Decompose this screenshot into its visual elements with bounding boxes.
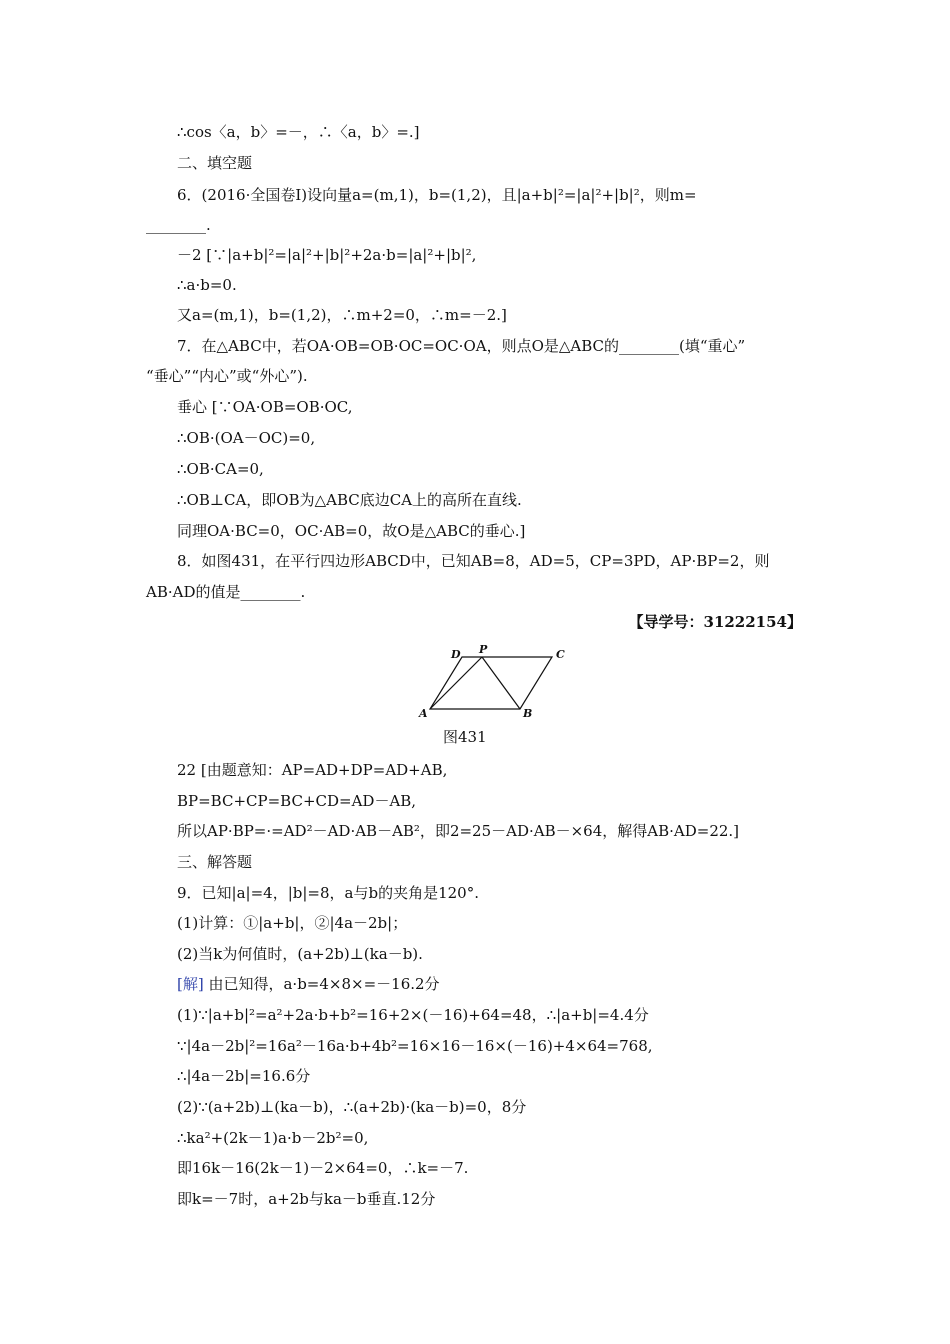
solution-label: [解] (177, 975, 204, 993)
text-line: ∴a·b=0. (177, 276, 237, 294)
solution-line (177, 974, 440, 994)
text-line: BP=BC+CP=BC+CD=AD－AB, (177, 792, 417, 810)
text-line: ∴OB·(OA－OC)=0, (177, 429, 316, 447)
label-d: D (451, 648, 461, 661)
study-number: 【导学号：31222154】 (628, 613, 802, 631)
answer-7: 垂心 [∵OA·OB=OB·OC, (177, 398, 353, 416)
text-line: ∴OB·CA=0, (177, 460, 264, 478)
text-line: (1)计算：①|a+b|，②|4a－2b|； (177, 914, 408, 932)
solution-text: 由已知得，a·b=4×8×=－16.2分 (203, 975, 440, 993)
text-line: (1)∵|a+b|²=a²+2a·b+b²=16+2×(－16)+64=48，∴|a+b|=4.4分 (177, 1006, 649, 1024)
answer-6: －2 [∵|a+b|²=|a|²+|b|²+2a·b=|a|²+|b|², (177, 246, 477, 264)
text-line: “垂心”“内心”或“外心”). (146, 367, 308, 385)
question-6: 6．(2016·全国卷Ⅰ)设向量a=(m,1)，b=(1,2)，且|a+b|²=|a|²+|b|²，则m= (177, 186, 697, 204)
segment-bp (482, 657, 520, 709)
answer-8: 22 [由题意知：AP=AD+DP=AD+AB, (177, 761, 448, 779)
text-line: 又a=(m,1)，b=(1,2)，∴m+2=0，∴m=－2.] (177, 306, 507, 324)
parallelogram-abcd (430, 657, 552, 709)
question-7: 7．在△ABC中，若OA·OB=OB·OC=OC·OA，则点O是△ABC的________(填“重心” (177, 337, 746, 355)
label-p: P (479, 643, 488, 656)
figure-caption: 图431 (443, 728, 487, 746)
section-heading: 三、解答题 (177, 853, 253, 871)
text-line: 所以AP·BP=·=AD²－AD·AB－AB²，即2=25－AD·AB－×64，解得AB·AD=22.] (177, 822, 740, 840)
text-line: 同理OA·BC=0，OC·AB=0，故O是△ABC的垂心.] (177, 522, 526, 540)
question-8: 8．如图431，在平行四边形ABCD中，已知AB=8，AD=5，CP=3PD，AP·BP=2，则 (177, 552, 770, 570)
text-line: AB·AD的值是________. (146, 583, 306, 601)
label-b: B (523, 707, 533, 720)
question-9: 9．已知|a|=4，|b|=8，a与b的夹角是120°. (177, 884, 479, 902)
answer-blank: ________. (146, 216, 211, 234)
text-line: (2)当k为何值时，(a+2b)⊥(ka－b). (177, 945, 423, 963)
text-line: ∵|4a－2b|²=16a²－16a·b+4b²=16×16－16×(－16)+4×64=768, (177, 1037, 653, 1055)
section-heading: 二、填空题 (177, 154, 253, 172)
text-line: ∴ka²+(2k－1)a·b－2b²=0, (177, 1129, 369, 1147)
text-line: 即16k－16(2k－1)－2×64=0，∴k=－7. (177, 1159, 469, 1177)
text-line: 即k=－7时，a+2b与ka－b垂直.12分 (177, 1190, 436, 1208)
text-line: (2)∵(a+2b)⊥(ka－b)，∴(a+2b)·(ka－b)=0，8分 (177, 1098, 527, 1116)
label-c: C (556, 648, 565, 661)
text-line: ∴|4a－2b|=16.6分 (177, 1067, 311, 1085)
segment-ap (430, 657, 482, 709)
parallelogram-figure (418, 643, 568, 721)
label-a: A (419, 707, 428, 720)
text-line: ∴OB⊥CA，即OB为△ABC底边CA上的高所在直线. (177, 491, 522, 509)
text-line: ∴cos〈a，b〉=－，∴〈a，b〉=.] (177, 123, 420, 141)
